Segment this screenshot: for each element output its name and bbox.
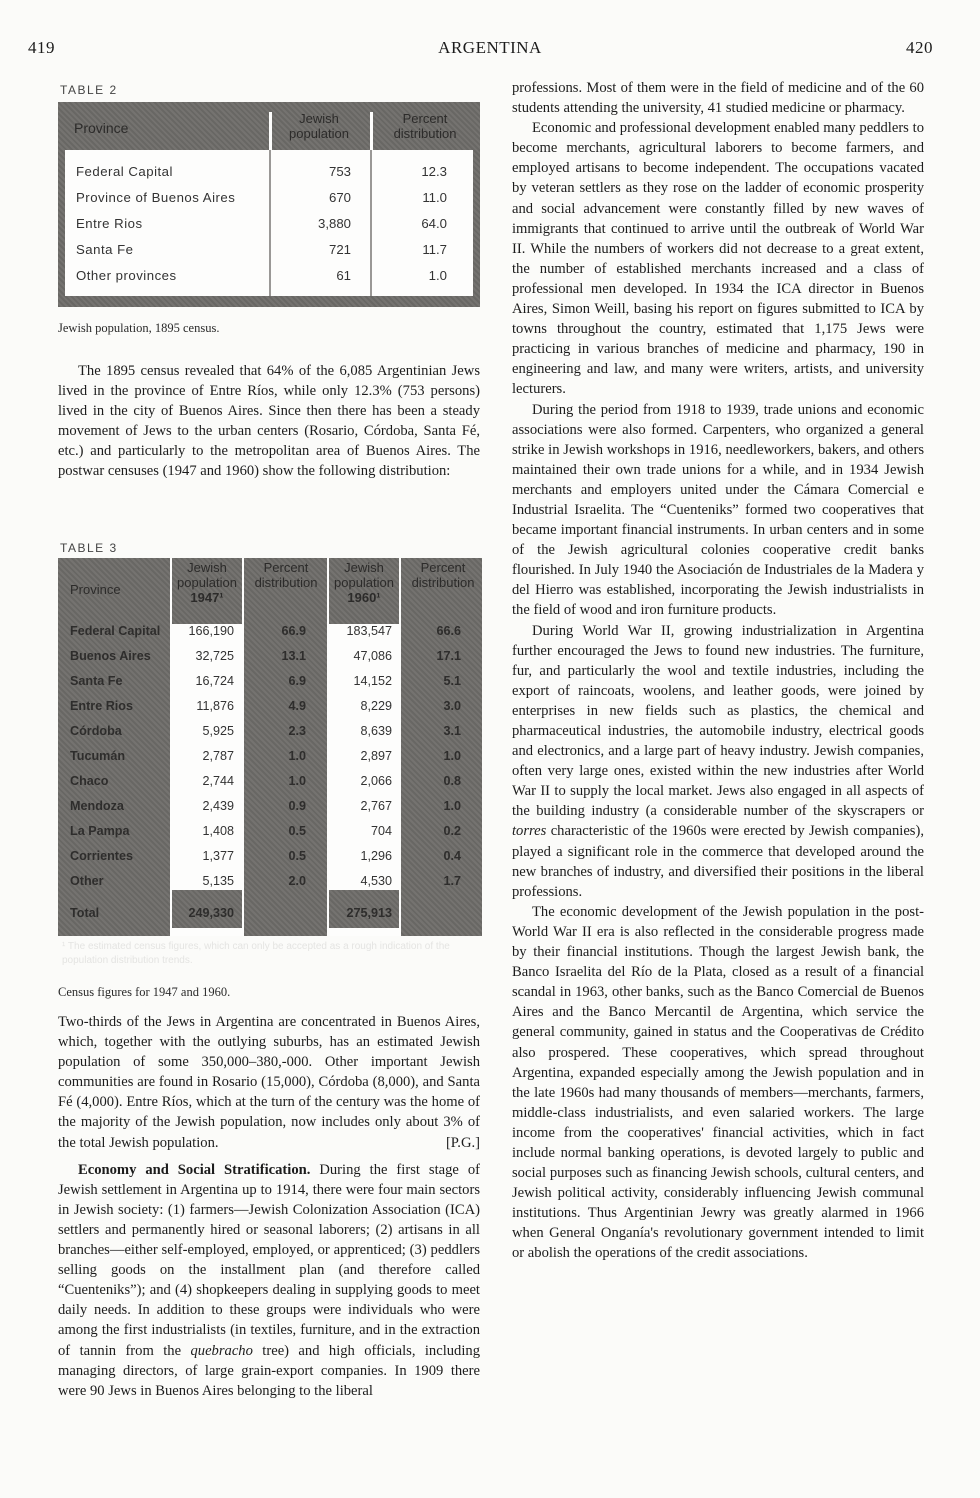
pop1947-cell: 2,744 <box>202 774 234 788</box>
province-cell: La Pampa <box>70 824 130 838</box>
table-row <box>65 164 473 190</box>
province-cell: Corrientes <box>70 849 133 863</box>
author-initials: [P.G.] <box>445 1134 480 1151</box>
table-row <box>58 874 482 899</box>
table2-caption: Jewish population, 1895 census. <box>58 321 220 335</box>
total-pop1960: 275,913 <box>346 906 392 920</box>
italic-term: quebracho <box>190 1342 253 1359</box>
province-cell: Other <box>70 874 104 888</box>
pct1947-cell: 0.5 <box>288 824 306 838</box>
pct1960-cell: 0.4 <box>443 849 461 863</box>
table3-label: TABLE 3 <box>60 541 118 555</box>
table-row <box>65 190 473 216</box>
province-cell: Chaco <box>70 774 109 788</box>
pop1947-cell: 1,377 <box>202 849 234 863</box>
pop1960-cell: 704 <box>370 824 392 838</box>
table-row <box>65 268 473 294</box>
pct1960-cell: 0.2 <box>443 824 461 838</box>
pop1947-cell: 5,135 <box>202 874 234 888</box>
province-cell: Other provinces <box>76 268 177 283</box>
pop1960-cell: 2,066 <box>360 774 392 788</box>
page-number-right: 420 <box>906 38 933 57</box>
paragraph: The economic development of the Jewish population in the post-World War II era is also reflected in the considerable progress made by their financial institutions. Though the largest Jewish bank, the Banco Israelita del Río de la Plata, closed as a result of a financial scandal in 1963, other banks, such as the Banco Comercial de Buenos Aires and the Banco Mercantil de Argentina, which service the general community, gained in status and the Cooperativas de Crédito also prospered. These cooperatives, which spread throughout Argentina, expanded especially among the Jewish population and in the late 1960s had many thousands of members—merchants, farmers, middle-class industrialists, and even salaried workers. The large income from the cooperatives' financial activities, which in fact include normal banking operations, is devoted largely to public and social purposes such as financing Jewish schools, cultural centers, and Jewish political activity, considerably influencing Jewish communal institutions. Thus Argentinian Jewry was greatly alarmed in 1966 when General Onganía's revolutionary government intended to limit or abolish the operations of the credit associations. <box>512 903 924 1262</box>
pct1960-cell: 3.0 <box>443 699 461 713</box>
pop1960-cell: 2,767 <box>360 799 392 813</box>
pop1947-cell: 2,787 <box>202 749 234 763</box>
pct1947-cell: 66.9 <box>281 624 306 638</box>
paragraph: professions. Most of them were in the field of medicine and of the 60 students attending the university, 41 studied medicine or pharmacy. <box>512 80 924 117</box>
header-line: Percent <box>263 560 309 575</box>
paragraph: Economic and professional development enabled many peddlers to become merchants, agricultural laborers to become farmers, and employed artisans to become independent. The occupations vacated by veteran settlers as they rose on the ladder of economic prosperity and social advancement were constantly filled by new waves of immigrants that continued to arrive until the outbreak of World War II. While the numbers of workers did not decrease to a great extent, the number of established merchants increased and a class of professional men developed. In 1934 the ICA director in Buenos Aires, Simon Weill, basing his report on figures submitted to ICA by towns throughout the country, estimated that 1,175 Jews were practicing in various branches of medicine and pharmacy, 190 in engineering and law, and many were writers, artists, and university lecturers. <box>512 120 924 398</box>
pop1960-cell: 47,086 <box>353 649 392 663</box>
left-column-text-1 <box>58 361 480 482</box>
table-row <box>58 824 482 849</box>
paragraph <box>58 1012 480 1153</box>
population-cell: 3,880 <box>317 216 351 231</box>
population-cell: 670 <box>328 190 351 205</box>
table3 <box>58 558 482 936</box>
table3-header-pop1960 <box>329 560 399 605</box>
table-row <box>58 649 482 674</box>
province-cell: Province of Buenos Aires <box>76 190 236 205</box>
page-number-left: 419 <box>28 38 55 57</box>
province-cell: Mendoza <box>70 799 124 813</box>
paragraph-text: characteristic of the 1960s were erected by Jewish companies), played a significant role in the commerce that developed around the new branches of industry, and diversified their positions in the liberal professions. <box>512 823 924 900</box>
total-label: Total <box>70 906 100 920</box>
pct1947-cell: 0.9 <box>288 799 306 813</box>
table-row <box>58 624 482 649</box>
paragraph: During the period from 1918 to 1939, trade unions and economic associations were also formed. Carpenters, who organized a general strike in Jewish workshops in 1916, needleworkers, bakers, and others maintained their own trade unions for a while, and in 1934 Jewish merchants and employers united under the Cámara Comercial e Industrial Israelita. The “Cuenteniks” formed two cooperatives that became important financial instruments. In urban centers and in some of the Jewish agricultural colonies cooperative credit banks flourished. In July 1940 the Asociación de Industriales de la Madera y del Hierro was established, incorporating the Jewish industrialists in the field of wood and iron furniture products. <box>512 401 924 619</box>
table3-header-pop1947 <box>172 560 242 605</box>
header-line: distribution <box>411 575 475 590</box>
pct1947-cell: 4.9 <box>288 699 306 713</box>
table3-footnote: ¹ The estimated census figures, which can only be accepted as a rough indication of the population distribution trends. <box>62 941 450 966</box>
percent-cell: 12.3 <box>421 164 447 179</box>
paragraph: The 1895 census revealed that 64% of the 6,085 Argentinian Jews lived in the province of Entre Ríos, while only 12.3% (753 persons) lived in the city of Buenos Aires. Since then there has been a steady movement of Jews to the urban centers (Rosario, Córdoba, Santa Fé, etc.) and particularly to the metropolitan area of Buenos Aires. The postwar censuses (1947 and 1960) show the following distribution: <box>58 363 480 480</box>
pop1947-cell: 11,876 <box>196 699 234 713</box>
paragraph <box>58 1160 480 1401</box>
percent-cell: 64.0 <box>421 216 447 231</box>
province-cell: Santa Fe <box>76 242 134 257</box>
percent-cell: 1.0 <box>428 268 447 283</box>
table3-header-pct1947 <box>246 560 326 590</box>
table2-header-divider <box>370 112 373 152</box>
pct1947-cell: 0.5 <box>288 849 306 863</box>
population-cell: 61 <box>336 268 351 283</box>
pop1960-cell: 4,530 <box>360 874 392 888</box>
header-line: population <box>334 575 394 590</box>
left-column-text-2 <box>58 1012 480 1401</box>
pct1947-cell: 2.3 <box>288 724 306 738</box>
table2-label: TABLE 2 <box>60 83 118 97</box>
header-line: Percent <box>420 560 466 575</box>
table3-header-pct1960 <box>403 560 483 590</box>
pct1960-cell: 1.0 <box>443 749 461 763</box>
pct1947-cell: 13.1 <box>281 649 306 663</box>
percent-cell: 11.0 <box>422 190 447 205</box>
population-cell: 721 <box>328 242 351 257</box>
paragraph-text: During the first stage of Jewish settlement in Argentina up to 1914, there were four main sectors in Jewish society: (1) farmers—Jewish Colonization Association (ICA) settlers and permanently hired or seasonal laborers; (2) artisans in all branches—either self-employed, employed, or apprenticed; (3) peddlers selling goods on the installment plan (and therefore called “Cuenteniks”); and (4) shopkeepers dealing in supplying goods to meet daily needs. In addition to these groups were individuals who were among the first industrialists (in textiles, furniture, and in the extraction of tannin from the <box>58 1161 480 1359</box>
header-line: 1947¹ <box>190 590 224 605</box>
table3-header-province: Province <box>70 582 121 597</box>
province-cell: Buenos Aires <box>70 649 151 663</box>
table2-header-province: Province <box>74 120 129 136</box>
pop1960-cell: 14,152 <box>353 674 392 688</box>
paragraph <box>512 621 924 902</box>
table3-caption: Census figures for 1947 and 1960. <box>58 985 231 999</box>
pct1960-cell: 3.1 <box>443 724 461 738</box>
pop1960-cell: 1,296 <box>360 849 392 863</box>
header-line: 1960¹ <box>347 590 381 605</box>
province-cell: Federal Capital <box>76 164 173 179</box>
pct1947-cell: 1.0 <box>288 749 306 763</box>
province-cell: Tucumán <box>70 749 126 763</box>
table-row <box>65 216 473 242</box>
pct1947-cell: 6.9 <box>288 674 306 688</box>
section-heading: Economy and Social Stratification. <box>78 1161 311 1178</box>
header-line: population <box>177 575 237 590</box>
province-cell: Federal Capital <box>70 624 161 638</box>
table2-header-population: Jewish population <box>289 111 349 141</box>
header-line: distribution <box>254 575 318 590</box>
percent-cell: 11.7 <box>422 242 447 257</box>
pop1947-cell: 32,725 <box>195 649 234 663</box>
pop1947-cell: 5,925 <box>202 724 234 738</box>
table-row <box>65 242 473 268</box>
province-cell: Córdoba <box>70 724 122 738</box>
table-row <box>58 724 482 749</box>
population-cell: 753 <box>328 164 351 179</box>
table-total-row <box>58 906 482 931</box>
pct1960-cell: 1.0 <box>443 799 461 813</box>
pop1947-cell: 2,439 <box>202 799 234 813</box>
italic-term: torres <box>512 823 547 840</box>
paragraph-text: tree) and high officials, including managing directors, of large grain-export companies. In 1909 there were 90 Jews in Buenos Aires belonging to the liberal <box>58 1342 480 1399</box>
pct1960-cell: 0.8 <box>443 774 461 788</box>
table2 <box>58 102 480 307</box>
table-row <box>58 774 482 799</box>
paragraph-text: During World War II, growing industrialization in Argentina further encouraged the Jews to found new industries. The furniture, fur, and particularly the wool and textile industries, including the export of raincoats, woolens, and leather goods, were joined by enterprises in new fields such as plastics, the chemical and pharmaceutical industries, the automobile industry, electrical goods and electronics, and a large part of heavy industry. Jewish companies, often very large ones, existed within the new industries after World War II to supply the local market. Jews also engaged in all aspects of the building industry (a considerable number of the skyscrapers or <box>512 622 924 820</box>
total-pop1947: 249,330 <box>188 906 234 920</box>
province-cell: Santa Fe <box>70 674 123 688</box>
table2-header-divider <box>269 112 272 152</box>
table2-header-percent: Percent distribution <box>393 111 457 141</box>
pct1947-cell: 2.0 <box>288 874 306 888</box>
pop1960-cell: 8,229 <box>360 699 392 713</box>
table2-body <box>65 150 473 296</box>
pct1960-cell: 66.6 <box>436 624 461 638</box>
pop1947-cell: 1,408 <box>202 824 234 838</box>
pop1960-cell: 183,547 <box>346 624 392 638</box>
pct1960-cell: 1.7 <box>443 874 461 888</box>
pop1960-cell: 2,897 <box>360 749 392 763</box>
header-line: Jewish <box>344 560 384 575</box>
running-title: ARGENTINA <box>438 38 542 57</box>
table-row <box>58 699 482 724</box>
pop1947-cell: 16,724 <box>195 674 234 688</box>
table-row <box>58 849 482 874</box>
header-line: Jewish <box>187 560 227 575</box>
paragraph-text: Two-thirds of the Jews in Argentina are concentrated in Buenos Aires, which, together with the outlying suburbs, has an estimated Jewish population of some 350,000–380,-000. Other important Jewish communities are found in Rosario (15,000), Córdoba (8,000), and Santa Fé (4,000). Entre Ríos, which at the turn of the century was the home of the majority of the Jewish population, now includes only about 3% of the total Jewish population. <box>58 1014 480 1151</box>
table-row <box>58 674 482 699</box>
pct1960-cell: 5.1 <box>443 674 461 688</box>
pop1960-cell: 8,639 <box>360 724 392 738</box>
right-column-text <box>512 78 924 1264</box>
pop1947-cell: 166,190 <box>188 624 234 638</box>
province-cell: Entre Rios <box>76 216 143 231</box>
table-row <box>58 749 482 774</box>
pct1947-cell: 1.0 <box>288 774 306 788</box>
province-cell: Entre Rios <box>70 699 133 713</box>
table-row <box>58 799 482 824</box>
pct1960-cell: 17.1 <box>436 649 461 663</box>
